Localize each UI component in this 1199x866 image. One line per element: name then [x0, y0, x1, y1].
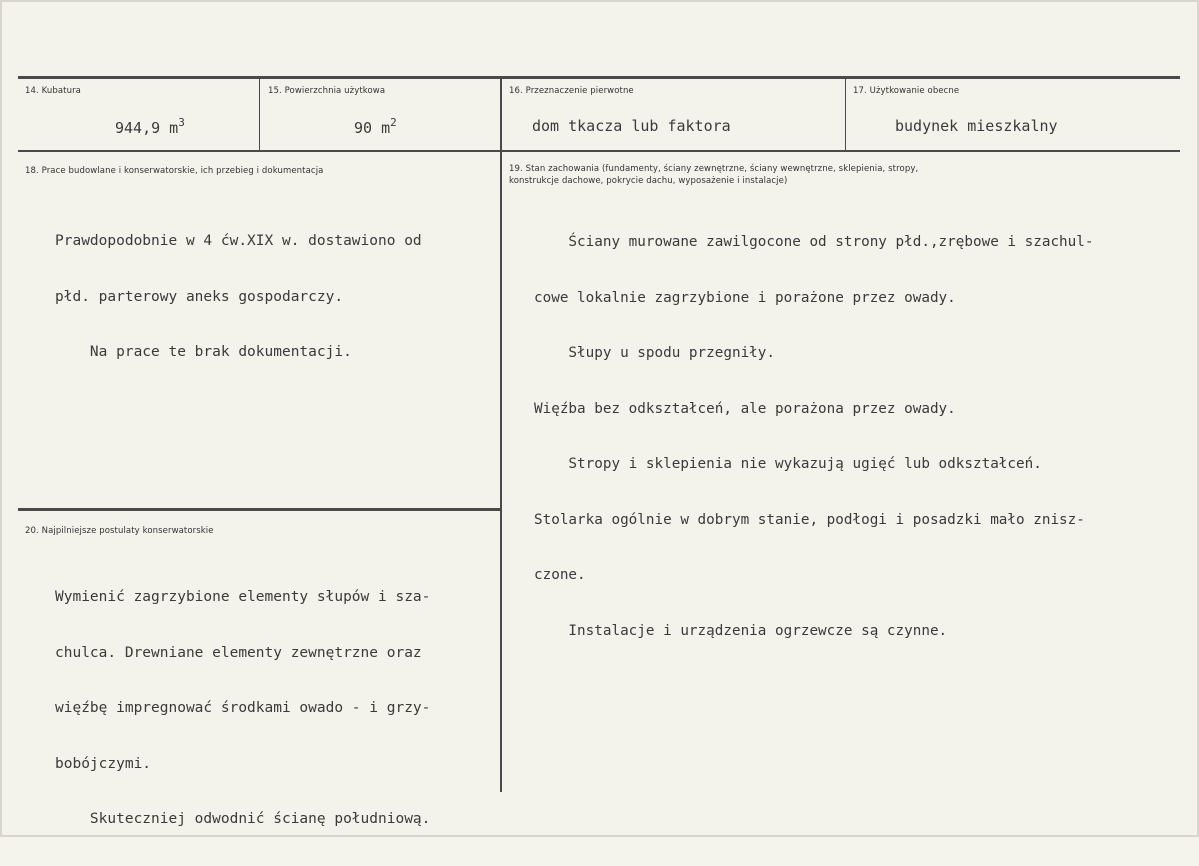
postulaty-line: Skuteczniej odwodnić ścianę południową. [55, 811, 431, 827]
stan-line: Ściany murowane zawilgocone od strony płd.,zrębowe i szachul- [534, 234, 1094, 250]
kubatura-exponent: 3 [178, 116, 185, 129]
top-rule [18, 76, 1180, 79]
section18-bottom-rule [18, 508, 500, 511]
stan-text [534, 196, 1093, 677]
prace-line: płd. parterowy aneks gospodarczy. [55, 288, 344, 305]
row1-bottom-rule [18, 150, 1180, 152]
postulaty-line: Wymienić zagrzybione elementy słupów i sza- [55, 589, 431, 605]
uzytkowanie-label: 17. Użytkowanie obecne [853, 86, 960, 96]
prace-line: Na prace te brak dokumentacji. [55, 344, 352, 360]
postulaty-line: bobójczymi. [55, 755, 152, 772]
postulaty-label: 20. Najpilniejsze postulaty konserwatorskie [25, 526, 214, 536]
stan-label-line1: 19. Stan zachowania (fundamenty, ściany zewnętrzne, ściany wewnętrzne, sklepienia, stropy, [509, 164, 919, 174]
col-divider-1 [259, 78, 260, 151]
kubatura-label: 14. Kubatura [25, 86, 81, 96]
stan-line: cowe lokalnie zagrzybione i porażone przez owady. [534, 289, 956, 306]
stan-line: Instalacje i urządzenia ogrzewcze są czynne. [534, 622, 948, 639]
stan-line: Stropy i sklepienia nie wykazują ugięć lub odkształceń. [534, 456, 1042, 472]
przeznaczenie-label: 16. Przeznaczenie pierwotne [509, 86, 634, 96]
stan-line: Więźba bez odkształceń, ale porażona przez owady. [534, 400, 956, 417]
postulaty-line: chulca. Drewniane elementy zewnętrzne oraz [55, 644, 422, 661]
col-divider-3 [845, 78, 846, 151]
col-divider-2 [500, 78, 502, 792]
prace-text [55, 195, 422, 399]
uzytkowanie-value: budynek mieszkalny [895, 117, 1058, 135]
stan-line: Stolarka ogólnie w dobrym stanie, podłogi i posadzki mało znisz- [534, 511, 1085, 528]
kubatura-value [115, 116, 185, 137]
powierzchnia-number: 90 m [354, 119, 391, 137]
prace-line: Prawdopodobnie w 4 ćw.XIX w. dostawiono od [55, 233, 422, 249]
stan-line: czone. [534, 567, 586, 583]
postulaty-line: więźbę impregnować środkami owado - i grzy- [55, 700, 431, 716]
stan-label-line2: konstrukcje dachowe, pokrycie dachu, wyposażenie i instalacje) [509, 176, 788, 186]
stan-line: Słupy u spodu przegniły. [534, 345, 776, 361]
postulaty-text [55, 551, 430, 866]
kubatura-number: 944,9 m [115, 119, 179, 137]
powierzchnia-value [354, 116, 397, 137]
prace-label: 18. Prace budowlane i konserwatorskie, ich przebieg i dokumentacja [25, 166, 324, 176]
powierzchnia-label: 15. Powierzchnia użytkowa [268, 86, 386, 96]
powierzchnia-exponent: 2 [390, 116, 397, 129]
przeznaczenie-value: dom tkacza lub faktora [532, 117, 731, 135]
